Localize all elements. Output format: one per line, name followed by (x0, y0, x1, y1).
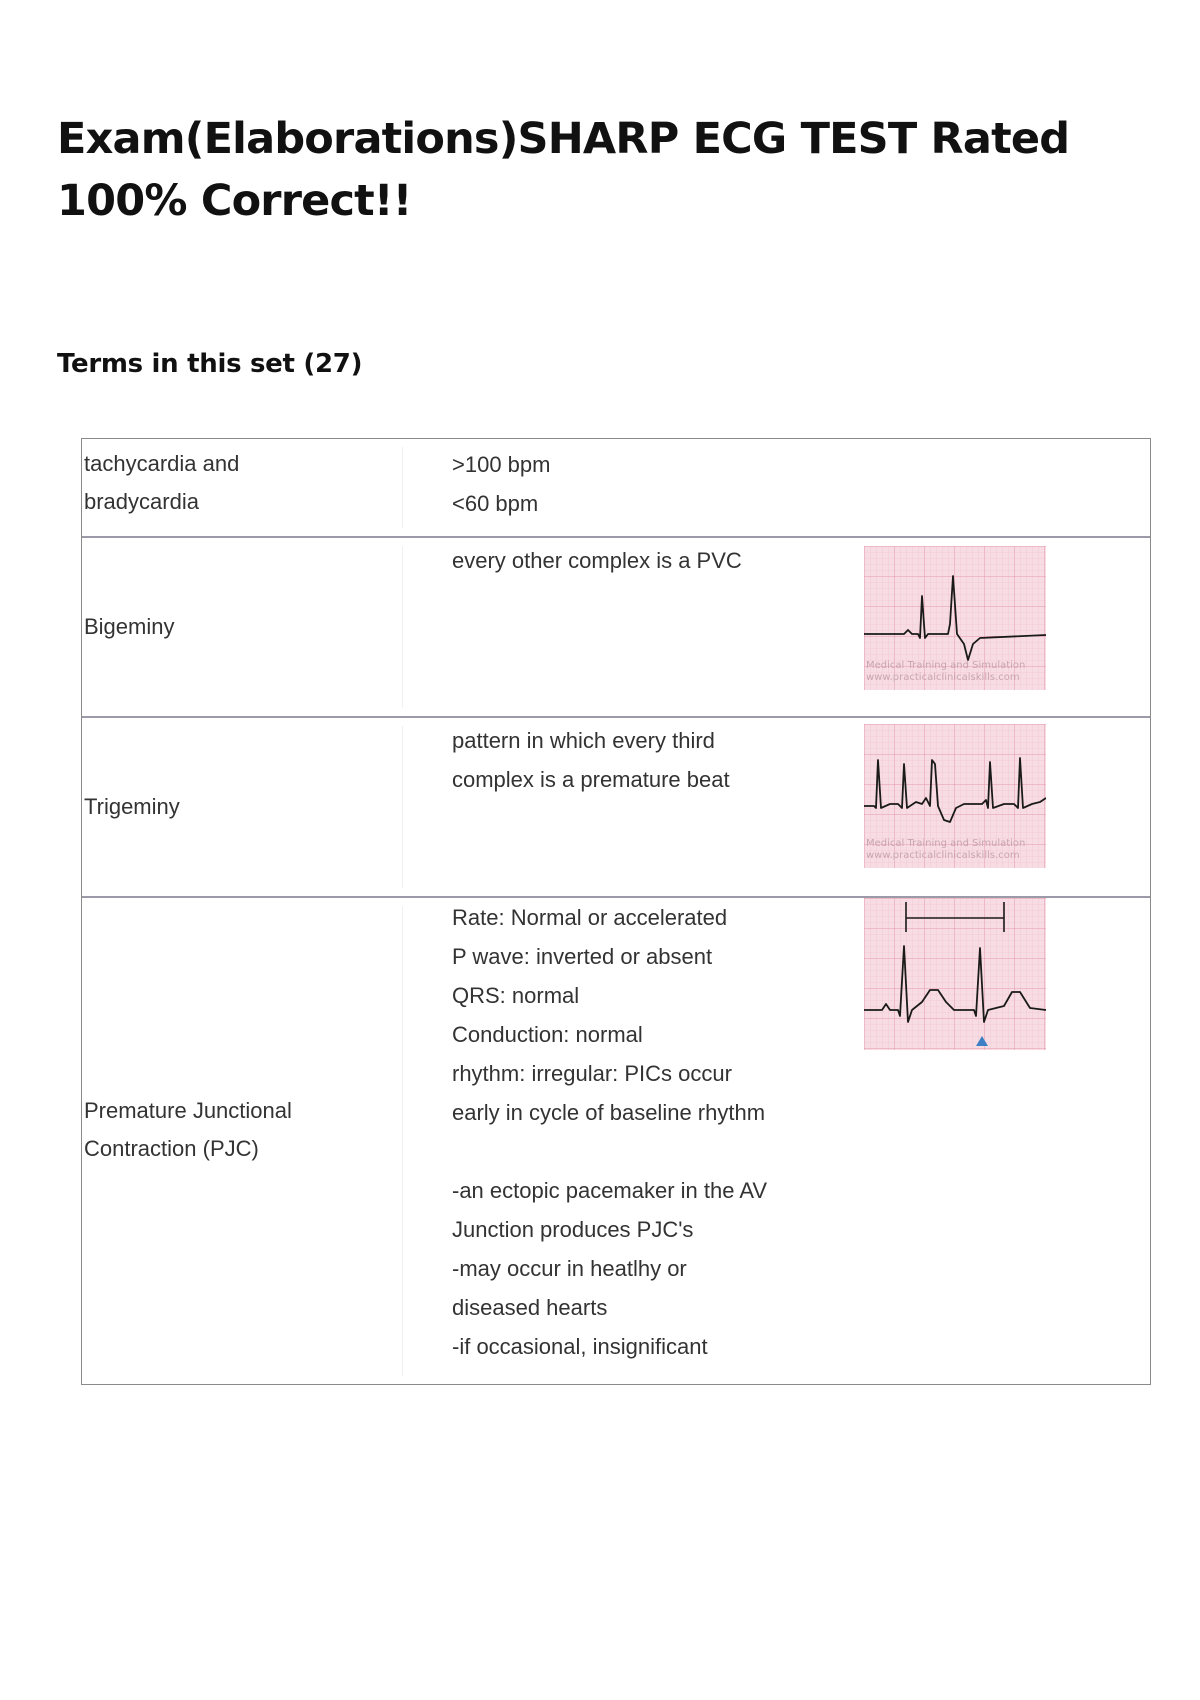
term-line: Contraction (PJC) (84, 1136, 259, 1161)
definition-line: complex is a premature beat (452, 767, 730, 792)
definition-line: Conduction: normal (452, 1022, 643, 1047)
definition-line: pattern in which every third (452, 728, 715, 753)
card-definition (452, 721, 852, 799)
card-term (84, 1092, 384, 1168)
document-title: Exam(Elaborations)SHARP ECG TEST Rated 100% Correct!! (57, 114, 1070, 226)
trigeminy-ecg-image (864, 724, 1046, 868)
term-line: Premature Junctional (84, 1098, 292, 1123)
card-term (84, 445, 384, 521)
watermark-text: www.practicalclinicalskills.com (866, 850, 1020, 861)
terms-count-heading: Terms in this set (27) (57, 349, 363, 379)
watermark-text: www.practicalclinicalskills.com (866, 672, 1020, 683)
column-divider (402, 447, 403, 528)
term-line: Trigeminy (84, 794, 180, 819)
definition-line: -an ectopic pacemaker in the AV (452, 1178, 768, 1203)
definition-line: >100 bpm (452, 452, 551, 477)
definition-line: Junction produces PJC's (452, 1217, 694, 1242)
definition-line: <60 bpm (452, 491, 539, 516)
definition-line: every other complex is a PVC (452, 548, 742, 573)
term-line: tachycardia and (84, 451, 240, 476)
card-definition (452, 541, 852, 580)
term-line: bradycardia (84, 489, 199, 514)
card-definition (452, 445, 852, 523)
definition-line: rhythm: irregular: PICs occur (452, 1061, 732, 1086)
term-line: Bigeminy (84, 614, 175, 639)
card-term (84, 788, 384, 826)
card-definition (452, 898, 852, 1366)
flashcard-table (81, 438, 1151, 1385)
bigeminy-ecg-image (864, 546, 1046, 690)
watermark-text: Medical Training and Simulation (866, 660, 1026, 671)
definition-line: -may occur in heatlhy or (452, 1256, 687, 1281)
definition-line: QRS: normal (452, 983, 580, 1008)
flashcard-row (82, 439, 1150, 536)
flashcard-row (82, 896, 1150, 1384)
pjc-ecg-image (864, 898, 1046, 1050)
definition-line: -if occasional, insignificant (452, 1334, 708, 1359)
column-divider (402, 906, 403, 1376)
definition-line: diseased hearts (452, 1295, 608, 1320)
column-divider (402, 726, 403, 888)
definition-line: early in cycle of baseline rhythm (452, 1100, 766, 1125)
definition-blank-line (452, 1132, 852, 1171)
definition-line: Rate: Normal or accelerated (452, 905, 728, 930)
flashcard-row (82, 716, 1150, 896)
flashcard-row (82, 536, 1150, 716)
definition-line: P wave: inverted or absent (452, 944, 713, 969)
column-divider (402, 546, 403, 708)
card-term (84, 608, 384, 646)
watermark-text: Medical Training and Simulation (866, 838, 1026, 849)
